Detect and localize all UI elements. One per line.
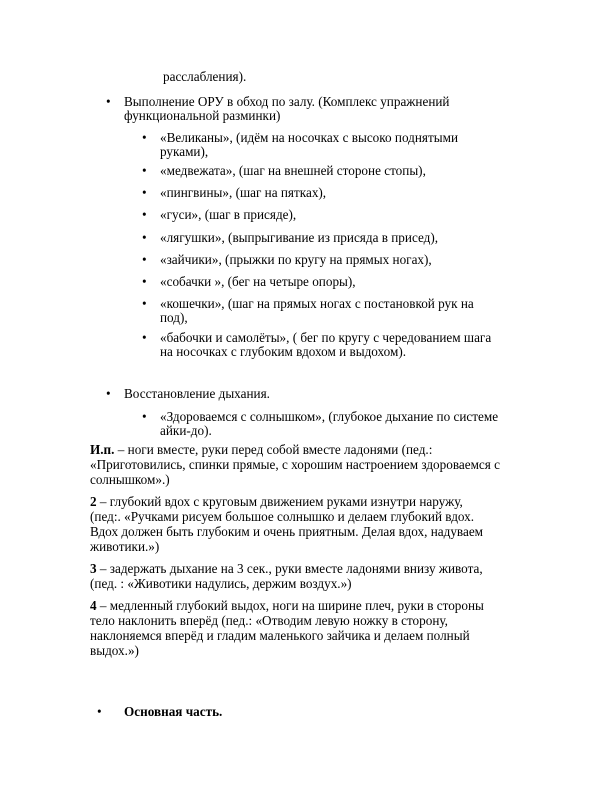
bullet: • bbox=[142, 130, 147, 145]
bullet: • bbox=[106, 94, 111, 109]
paragraph-text: – задержать дыхание на 3 сек., руки вместе ладонями внизу живота, bbox=[96, 561, 483, 576]
paragraph-text: – глубокий вдох с круговым движением руками изнутри наружу, bbox=[96, 494, 463, 509]
paragraph-line bbox=[90, 561, 483, 576]
paragraph-line: животики.») bbox=[90, 539, 160, 554]
bullet: • bbox=[142, 185, 147, 200]
list-item-line: на носочках с глубоким вдохом и выдохом). bbox=[160, 344, 407, 359]
list-item-line: «зайчики», (прыжки по кругу на прямых ногах), bbox=[160, 252, 432, 267]
bullet: • bbox=[142, 274, 147, 289]
paragraph-line: выдох.») bbox=[90, 643, 139, 658]
paragraph-lead: 2 bbox=[90, 494, 97, 509]
bullet: • bbox=[106, 386, 111, 401]
bullet: • bbox=[97, 704, 102, 719]
paragraph-line: Вдох должен быть глубоким и очень приятным. Делая вдох, надуваем bbox=[90, 524, 484, 539]
paragraph-line: «Приготовились, спинки прямые, с хорошим настроением здороваемся с bbox=[90, 457, 501, 472]
paragraph-line: (пед:. «Ручками рисуем большое солнышко и делаем глубокий вдох. bbox=[90, 509, 475, 524]
paragraph-text: – медленный глубокий выдох, ноги на ширине плеч, руки в стороны bbox=[96, 598, 484, 613]
bullet: • bbox=[142, 207, 147, 222]
paragraph-lead: 3 bbox=[90, 561, 97, 576]
list-item-line: айки-до). bbox=[160, 423, 212, 438]
paragraph-line bbox=[90, 442, 432, 457]
list-item-line: «медвежата», (шаг на внешней стороне стопы), bbox=[160, 163, 426, 178]
bullet: • bbox=[142, 252, 147, 267]
paragraph-line bbox=[90, 494, 463, 509]
list-item-line: «пингвины», (шаг на пятках), bbox=[160, 185, 327, 200]
bullet: • bbox=[142, 163, 147, 178]
paragraph-line: наклоняемся вперёд и гладим маленького зайчика и делаем полный bbox=[90, 628, 470, 643]
section-title: Восстановление дыхания. bbox=[124, 386, 270, 401]
bullet: • bbox=[142, 296, 147, 311]
paragraph-text: – ноги вместе, руки перед собой вместе ладонями (пед.: bbox=[114, 442, 433, 457]
list-item-line: «Здороваемся с солнышком», (глубокое дыхание по системе bbox=[160, 409, 499, 424]
bullet: • bbox=[142, 330, 147, 345]
paragraph-line bbox=[90, 598, 484, 613]
continuation-text: расслабления). bbox=[163, 69, 247, 84]
paragraph-line: солнышком».) bbox=[90, 472, 170, 487]
list-item-line: «бабочки и самолёты», ( бег по кругу с чередованием шага bbox=[160, 330, 492, 345]
section-title-line: функциональной разминки) bbox=[124, 108, 281, 123]
list-item-line: «лягушки», (выпрыгивание из присяда в присед), bbox=[160, 230, 439, 245]
bullet: • bbox=[142, 230, 147, 245]
paragraph-line: тело наклонить вперёд (пед.: «Отводим левую ножку в сторону, bbox=[90, 613, 448, 628]
section-title-line: Выполнение ОРУ в обход по залу. (Комплекс упражнений bbox=[124, 94, 450, 109]
list-item-line: руками), bbox=[160, 144, 209, 159]
list-item-line: под), bbox=[160, 310, 188, 325]
list-item-line: «гуси», (шаг в присяде), bbox=[160, 207, 297, 222]
paragraph-line: (пед. : «Животики надулись, держим воздух.») bbox=[90, 576, 352, 591]
paragraph-lead: 4 bbox=[90, 598, 97, 613]
main-part-heading: Основная часть. bbox=[124, 704, 223, 719]
list-item-line: «собачки », (бег на четыре опоры), bbox=[160, 274, 356, 289]
list-item-line: «Великаны», (идём на носочках с высоко поднятыми bbox=[160, 130, 459, 145]
bullet: • bbox=[142, 409, 147, 424]
list-item-line: «кошечки», (шаг на прямых ногах с постановкой рук на bbox=[160, 296, 474, 311]
paragraph-lead: И.п. bbox=[90, 442, 115, 457]
